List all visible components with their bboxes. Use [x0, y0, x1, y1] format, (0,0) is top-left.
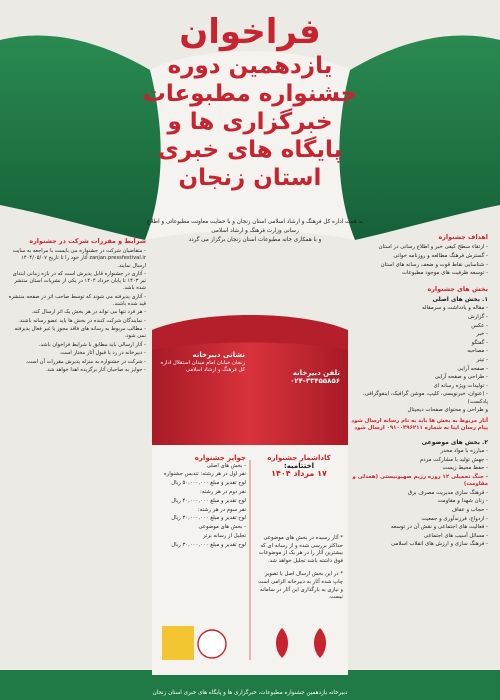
right-column [343, 234, 488, 550]
topical-sections-list [343, 448, 488, 549]
conditions-list [8, 248, 146, 374]
title-block [120, 12, 380, 192]
goal-item: - ارتقاء سطح کیفی خبر و اطلاع رسانی در استان [378, 244, 488, 251]
sections-heading: بخش های جشنواره [427, 284, 488, 293]
award-item: نفر اول در هر رشته: تندیس جشنواره [163, 471, 246, 478]
condition-item: - نمایندگان شرکت کننده در بخش ها باید عضو رسانه باشند. [18, 317, 146, 324]
award-item: لوح تقدیر و مبلغ ۳۰,۰۰۰,۰۰۰ ریال [171, 515, 246, 522]
main-section-item: - تولیدات ویژه رسانه ای [433, 382, 488, 389]
condition-item: - متقاضیان شرکت در جشنواره می بایست با مراجعه به سایت zanjan.pressfestival.ir آثار خود را تا تاریخ ۱۴۰۴/۰۵/۰۷ ارسال نمایند. [12, 248, 146, 269]
award-item: - بخش های موضوعی [198, 524, 246, 531]
award-item: تجلیل از رسانه برتر [202, 532, 246, 539]
title-line-4: پایگاه های خبری [157, 137, 343, 163]
footer-bar: دبیرخانه یازدهمین جشنواره مطبوعات، خبرگزاری ها و پایگاه های خبری استان زنجان [0, 687, 500, 700]
contact-heading: نشانی دبیرخانه [192, 351, 245, 359]
condition-item: - آثار ارسالی باید مطابق با شرایط فراخوان باشد. [38, 341, 146, 348]
main-sections-list [343, 305, 488, 414]
main-section-item: و طراحی و محتوای صفحات دیجیتال [407, 407, 488, 414]
topical-item: - حفظ محیط زیست [442, 465, 488, 472]
award-item: لوح تقدیر و مبلغ ۴۰,۰۰۰,۰۰۰ ریال [171, 497, 246, 504]
sections-phone-line: پیام رسان ایتا به شماره ۰۹۱۰۰۳۹۶۲۱۱ ارسال شود [354, 425, 488, 432]
main-section-item: - طراحی و صفحه آرایی [434, 374, 488, 381]
award-item: نفر دوم در هر رشته: [200, 488, 246, 495]
phone-label: تلفن دبیرخانه [292, 369, 340, 377]
awards-list [160, 463, 246, 550]
main-section-item: - عکس [471, 322, 488, 329]
main-section-item: - صفحه آرایی [457, 365, 488, 372]
sponsor-line-2: و با همکاری خانه مطبوعات استان زنجان برگزار می گردد [188, 237, 322, 243]
emblem-icon [276, 628, 288, 658]
award-item: لوح تقدیر و مبلغ ۵۰,۰۰۰,۰۰۰ ریال [171, 480, 246, 487]
awards-box [160, 455, 246, 550]
closing-date: ۱۷ مرداد ۱۴۰۴ [271, 469, 327, 479]
red-band-center [152, 330, 348, 445]
goal-item: - توسعه ظرفیت های موجود مطبوعات [401, 270, 488, 277]
main-section-item: - تیتر [476, 356, 488, 363]
deadline-box [255, 455, 343, 478]
title-line-1: یازدهمین دوره [167, 53, 333, 79]
emblem-icon [314, 628, 326, 658]
topical-item: - فرهنگ سازی و ارزش های انقلاب اسلامی [391, 541, 488, 548]
topical-item: - فرهنگ سازی مدیریت مصرف برق [407, 489, 488, 496]
topical-sections-heading: ۲. بخش های موضوعی [421, 438, 488, 446]
notes-box [255, 535, 343, 602]
topical-item: - زنان شهدا و مقاومت [437, 498, 488, 505]
topical-item: - ازدواج، فرزندآوری و جمعیت [421, 515, 488, 522]
main-sections-heading: ۱. بخش های اصلی [432, 296, 488, 303]
award-item: نفر سوم در هر رشته: [197, 506, 246, 513]
topical-item: - جنگ تحمیلی ۱۲ روزه رژیم صهیونیستی (همدلی و مقاومت) [352, 473, 488, 488]
topical-item: - حجاب و عفاف [451, 506, 488, 513]
conditions-heading: شرایط و مقررات شرکت در جشنواره [29, 237, 146, 245]
main-section-item: - گزارش [468, 314, 488, 320]
title-line-2: جشنواره مطبوعات [142, 81, 358, 107]
condition-item: - شرکت در جشنواره به منزله پذیرش مقررات آن است. [25, 358, 146, 365]
contact-address: زنجان خیابان امام میدان استقلال اداره کل فرهنگ و ارشاد اسلامی [160, 359, 245, 374]
goals-heading: اهداف جشنواره [438, 233, 488, 241]
note-1: * آثار رسیده در بخش های موضوعی حداکثر بررسی شده و از رسانه ای که بیشترین آثار را در هر یک از موضوعات فوق داشته باشد تجلیل خواهد شد. [258, 535, 343, 564]
topical-item: - فعالیت های اجتماعی و نقش آن در توسعه [390, 524, 488, 531]
contact-phone-box [255, 370, 340, 385]
topical-item: - مبارزه با مواد مخدر [440, 447, 488, 454]
topical-item: - مسائل آسیب های اجتماعی [423, 532, 488, 539]
left-column [8, 238, 146, 375]
goal-item: - گسترش فرهنگ مطالعه و روزنامه خوانی [393, 253, 488, 259]
phone-number: ۰۲۴-۳۳۴۵۵۸۵۶ [290, 376, 340, 385]
title-line-3: خبرگزاری ها و [167, 109, 333, 135]
closing-label: اختتامیه: [283, 461, 315, 470]
condition-item: - دبیرخانه در رد یا قبول آثار مختار است. [59, 350, 146, 357]
main-section-item: - مصاحبه [467, 348, 488, 355]
organization-logos-right [268, 622, 338, 664]
awards-heading: جوایز جشنواره [194, 454, 246, 462]
main-section-item: - مقاله و یادداشت و سرمقاله [421, 305, 488, 312]
sponsor-text [145, 218, 365, 245]
sections-note: آثار مربوط به بخش ها باید به نام رسانه ارسال شود [351, 417, 488, 424]
contact-address-box [160, 352, 245, 375]
goal-item: - شناسایی نقاط قوت و ضعف رسانه های استان [380, 261, 488, 268]
press-house-logo [162, 626, 194, 660]
ministry-logo [198, 630, 226, 658]
condition-item: - آثاری در جشنواره قابل پذیرش است که در بازه زمانی ابتدای تیر ۱۴۰۳ تا پایان خرداد ۱۴۰۴ در یکی از نشریات استان منتشر شده باشد. [12, 271, 146, 292]
title-main: فراخوان [179, 12, 321, 52]
goals-list [343, 244, 488, 277]
main-section-item: - گفتگو [471, 339, 488, 346]
award-item: - بخش های اصلی [206, 462, 246, 469]
condition-item: - مطالب مربوط به رسانه های فاقد مجوز یا غیر فعال پذیرفته نمی شود. [14, 326, 146, 340]
condition-item: - جوایز به صاحبان آثار برگزیده اهدا خواهد شد. [45, 366, 146, 373]
topical-item: - جهش تولید با مشارکت مردم [419, 456, 488, 463]
condition-item: - هر فرد تنها می تواند در هر بخش یک اثر ارسال کند. [31, 309, 146, 316]
deadline-label: کاداشمار جشنواره [267, 454, 331, 462]
award-item: لوح تقدیر و مبلغ ۳۰,۰۰۰,۰۰۰ ریال [171, 541, 246, 548]
organization-logos-left [160, 622, 230, 664]
note-2: * در این بخش ارسال اصل یا تصویر چاپ شده آثار به دبیرخانه الزامی است و نیازی به بارگذاری این آثار در سامانه نیست. [258, 571, 343, 601]
condition-item: - آثاری پذیرفته می شوند که توسط صاحب اثر در صفحه منتشره قید شده باشند. [8, 293, 146, 307]
title-line-5: استان زنجان [178, 165, 322, 191]
main-section-item: - (عنوان، خبرنویسی، کلیپ، موشن گرافیک، اینفوگرافی، پادکست) [362, 391, 488, 405]
sponsor-line-1: به همت اداره کل فرهنگ و ارشاد اسلامی استان زنجان و با حمایت معاونت مطبوعاتی و اطلاع رسانی وزارت فرهنگ و ارشاد اسلامی [146, 219, 364, 234]
main-section-item: - خبر [476, 331, 488, 338]
